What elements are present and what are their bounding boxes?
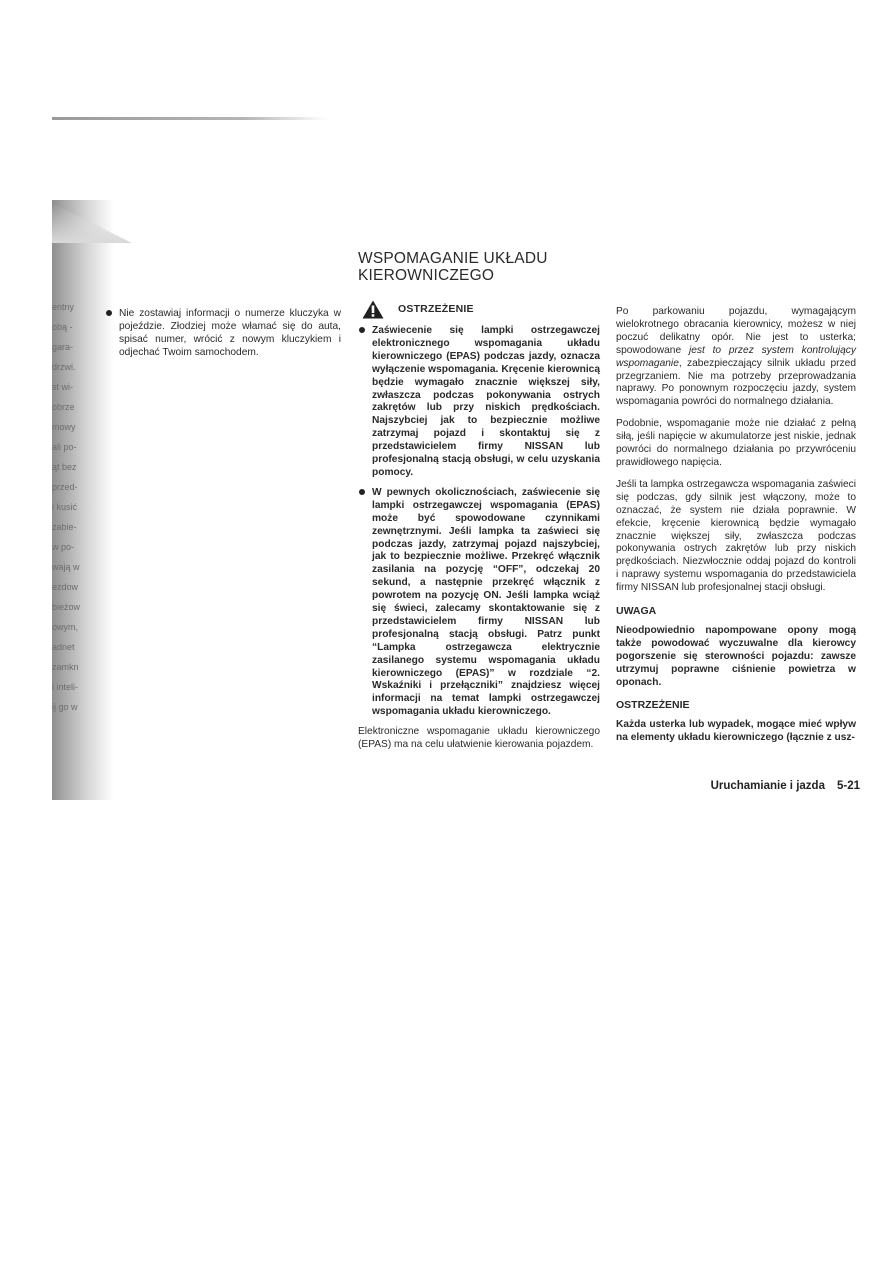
warning-label: OSTRZEŻENIE: [398, 303, 474, 316]
bleed-fragment: przed-: [52, 482, 78, 492]
caution-text: Nieodpowiednio napompowane opony mogą także powodować wyczuwalne dla kierowcy pogorszenie się sterowności pojazdu: zawsze utrzymuj poprawne ciśnienie powietrza w oponach.: [616, 624, 856, 688]
bleed-fragment: obą -: [52, 322, 73, 332]
bleed-fragment: ezdow: [52, 582, 79, 592]
chapter-title: Uruchamianie i jazda: [710, 780, 825, 792]
bullet-dot-icon: [359, 327, 365, 333]
parking-text-end: , zabezpieczający silnik układu przed przegrzaniem. Nie ma potrzeby przeprowadzania naprawy. Po ponownym rozpoczęciu jazdy, system wspomagania powróci do normalnego działania.: [616, 357, 856, 408]
bleed-through-text: [52, 300, 88, 770]
parking-text-italic: jest to przez system kontrolujący wspomaganie: [616, 344, 856, 369]
top-rule-divider: [52, 117, 327, 120]
key-number-advice: Nie zostawiaj informacji o numerze kluczyka w pojeździe. Złodziej może włamać się do auta, spisać numer, wrócić z nowym kluczykiem i odjechać Twoim samochodem.: [119, 308, 341, 358]
warning-heading: [358, 300, 600, 319]
bleed-fragment: entny: [52, 302, 75, 312]
caution-heading: UWAGA: [616, 605, 657, 618]
warning-text-right: Każda usterka lub wypadek, mogące mieć wpływ na elementy układu kierowniczego (łącznie z usz-: [616, 719, 856, 744]
section-title: [358, 250, 600, 284]
epas-description: Elektroniczne wspomaganie układu kierowniczego (EPAS) ma na celu ułatwienie kierowania pojazdem.: [358, 726, 600, 751]
bleed-fragment: st wi-: [52, 382, 73, 392]
bleed-fragment: obrze: [52, 402, 75, 412]
bleed-fragment: adnet: [52, 642, 75, 652]
list-item: [358, 325, 600, 480]
warning-bullet-text: W pewnych okolicznościach, zaświecenie się lampki ostrzegawczej wspomagania (EPAS) może być spowodowane czynnikami zewnętrznymi. Jeśli lampka ta zaświeci się podczas jazdy, zatrzymaj pojazd najszybciej, jak to bezpiecznie możliwe. Przekręć włącznik zasilania na pozycję “OFF”, odczekaj 20 sekund, a następnie przekręć włącznik z powrotem na pozycję ON. Jeśli lampka wciąż się świeci, zalecamy skontaktowanie się z przedstawicielem firmy NISSAN lub profesjonalną stacją obsługi. Patrz punkt “Lampka ostrzegawcza elektrycznie zasilanego systemu wspomagania układu kierowniczego (EPAS)” w rozdziale “2. Wskaźniki i przełączniki” znajdziesz więcej informacji na temat lampki ostrzegawczej wspomagania układu kierowniczego.: [372, 486, 600, 718]
left-column: [105, 308, 341, 360]
bleed-fragment: wają w: [52, 562, 80, 572]
bleed-fragment: w po-: [52, 542, 75, 552]
middle-column: [358, 250, 600, 761]
list-item: [358, 487, 600, 719]
bleed-fragment: gara-: [52, 342, 74, 352]
bleed-fragment: ali po-: [52, 442, 77, 452]
page-number: 5-21: [836, 780, 860, 792]
section-title-line1: WSPOMAGANIE UKŁADU: [358, 250, 548, 267]
battery-paragraph: Podobnie, wspomaganie może nie działać z pełną siłą, jeśli napięcie w akumulatorze jest niskie, jednak powróci do normalnego działania po przywróceniu prawidłowego napięcia.: [616, 418, 856, 468]
bleed-fragment: i inteli-: [52, 682, 79, 692]
bleed-fragment: ąt bez: [52, 462, 77, 472]
bleed-fragment: mowy: [52, 422, 76, 432]
bleed-fragment: zabie-: [52, 522, 77, 532]
bullet-dot-icon: [106, 310, 112, 316]
warning-lamp-paragraph: Jeśli ta lampka ostrzegawcza wspomagania zaświeci się podczas, gdy silnik jest włączony, może to oznaczać, że system nie działa poprawnie. W efekcie, kręcenie kierownicą będzie wymagało znacznie większej siły, zwłaszcza podczas pokonywania ostrych zakrętów lub przy niskich prędkościach. Niezwłocznie oddaj pojazd do kontroli i naprawy systemu wspomagania do przedstawiciela firmy NISSAN lub profesjonalnej stacji obsługi.: [616, 478, 856, 594]
parking-paragraph: [616, 306, 856, 409]
warning-heading-right: OSTRZEŻENIE: [616, 699, 690, 712]
bleed-fragment: i kusić: [52, 502, 78, 512]
bleed-fragment: ij go w: [52, 702, 78, 712]
page-footer: [680, 780, 860, 792]
bleed-fragment: drzwi.: [52, 362, 76, 372]
bleed-fragment: owym,: [52, 622, 79, 632]
list-item: [105, 308, 341, 360]
bullet-dot-icon: [359, 489, 365, 495]
section-title-line2: KIEROWNICZEGO: [358, 267, 495, 284]
parking-text-start: Po parkowaniu pojazdu, wymagającym wielokrotnego obracania kierownicy, możesz w niej poczuć delikatny opór. Nie jest to usterka; spowodowane: [616, 306, 856, 356]
bleed-fragment: zamkn: [52, 662, 79, 672]
bleed-fragment: bieżow: [52, 602, 81, 612]
warning-triangle-icon: [362, 300, 384, 319]
right-column: [616, 306, 856, 754]
warning-bullet-text: Zaświecenie się lampki ostrzegawczej elektronicznego wspomagania układu kierowniczego (EPAS) podczas jazdy, oznacza wyłączenie wspomagania. Kręcenie kierownicą będzie wymagało znacznie większej siły, zwłaszcza podczas pokonywania ostrych zakrętów lub przy niskich prędkościach. Najszybciej jak to bezpiecznie możliwe zatrzymaj pojazd i skontaktuj się z przedstawicielem firmy NISSAN lub profesjonalną stacją obsługi, w celu uzyskania pomocy.: [372, 325, 600, 478]
